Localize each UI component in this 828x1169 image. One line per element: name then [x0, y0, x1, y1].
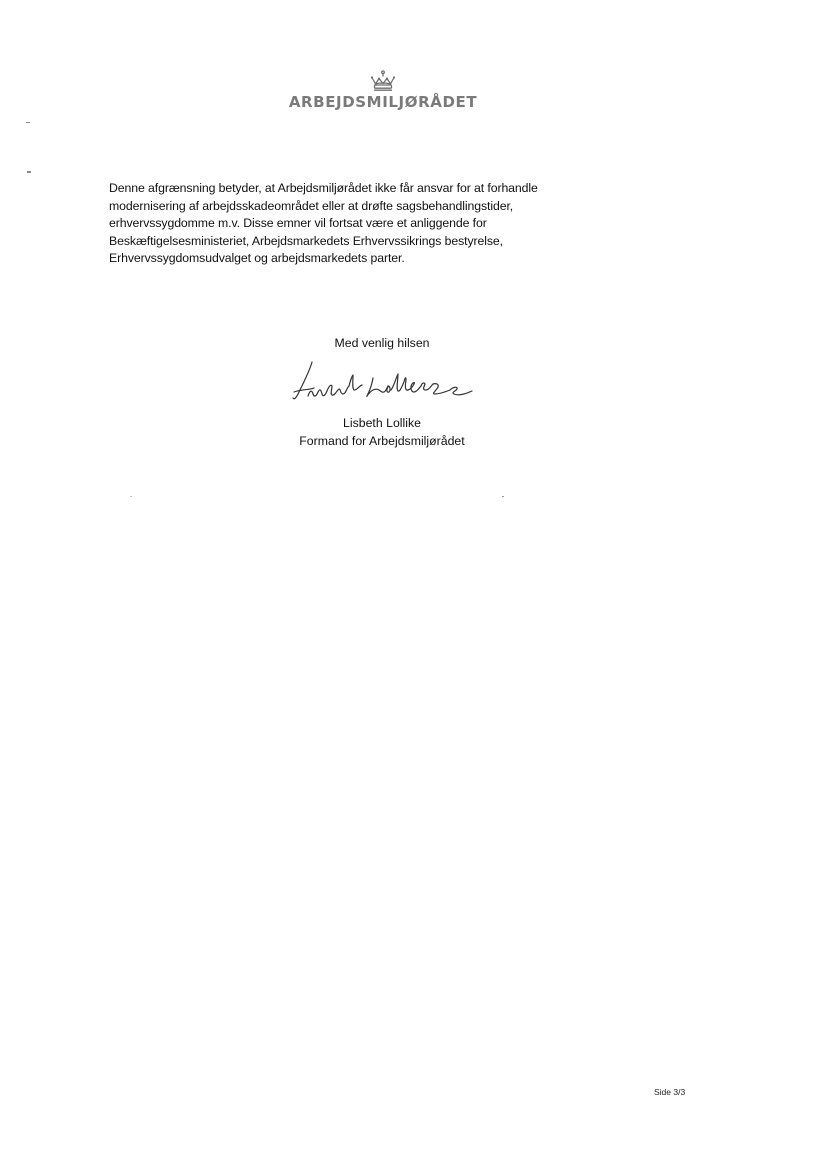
- paragraph-line: modernisering af arbejdsskadeområdet eller at drøfte sagsbehandlingstider,: [109, 198, 514, 213]
- closing-greeting: Med venlig hilsen: [334, 336, 430, 350]
- scan-speck: [130, 496, 132, 497]
- body-paragraph: [109, 180, 609, 268]
- paragraph-line: Erhvervssygdomsudvalget og arbejdsmarkedets parter.: [109, 251, 405, 266]
- signer-block: [232, 414, 532, 450]
- paragraph-line: Denne afgrænsning betyder, at Arbejdsmiljørådet ikke får ansvar for at forhandle: [109, 181, 538, 195]
- letterhead: [0, 70, 766, 111]
- paragraph-line: Beskæftigelsesministeriet, Arbejdsmarkedets Erhvervssikrings bestyrelse,: [109, 233, 503, 248]
- scan-speck: [26, 122, 30, 123]
- handwritten-signature: [290, 356, 480, 408]
- paragraph-line: erhvervssygdomme m.v. Disse emner vil fortsat være et anliggende for: [109, 216, 487, 231]
- scan-speck: [27, 171, 31, 173]
- signer-name: Lisbeth Lollike: [343, 416, 421, 430]
- signer-title: Formand for Arbejdsmiljørådet: [299, 434, 465, 448]
- page-number: Side 3/3: [654, 1087, 686, 1097]
- crown-icon: [369, 70, 397, 92]
- organization-name: ARBEJDSMILJØRÅDET: [288, 93, 478, 111]
- scan-speck: [502, 496, 504, 497]
